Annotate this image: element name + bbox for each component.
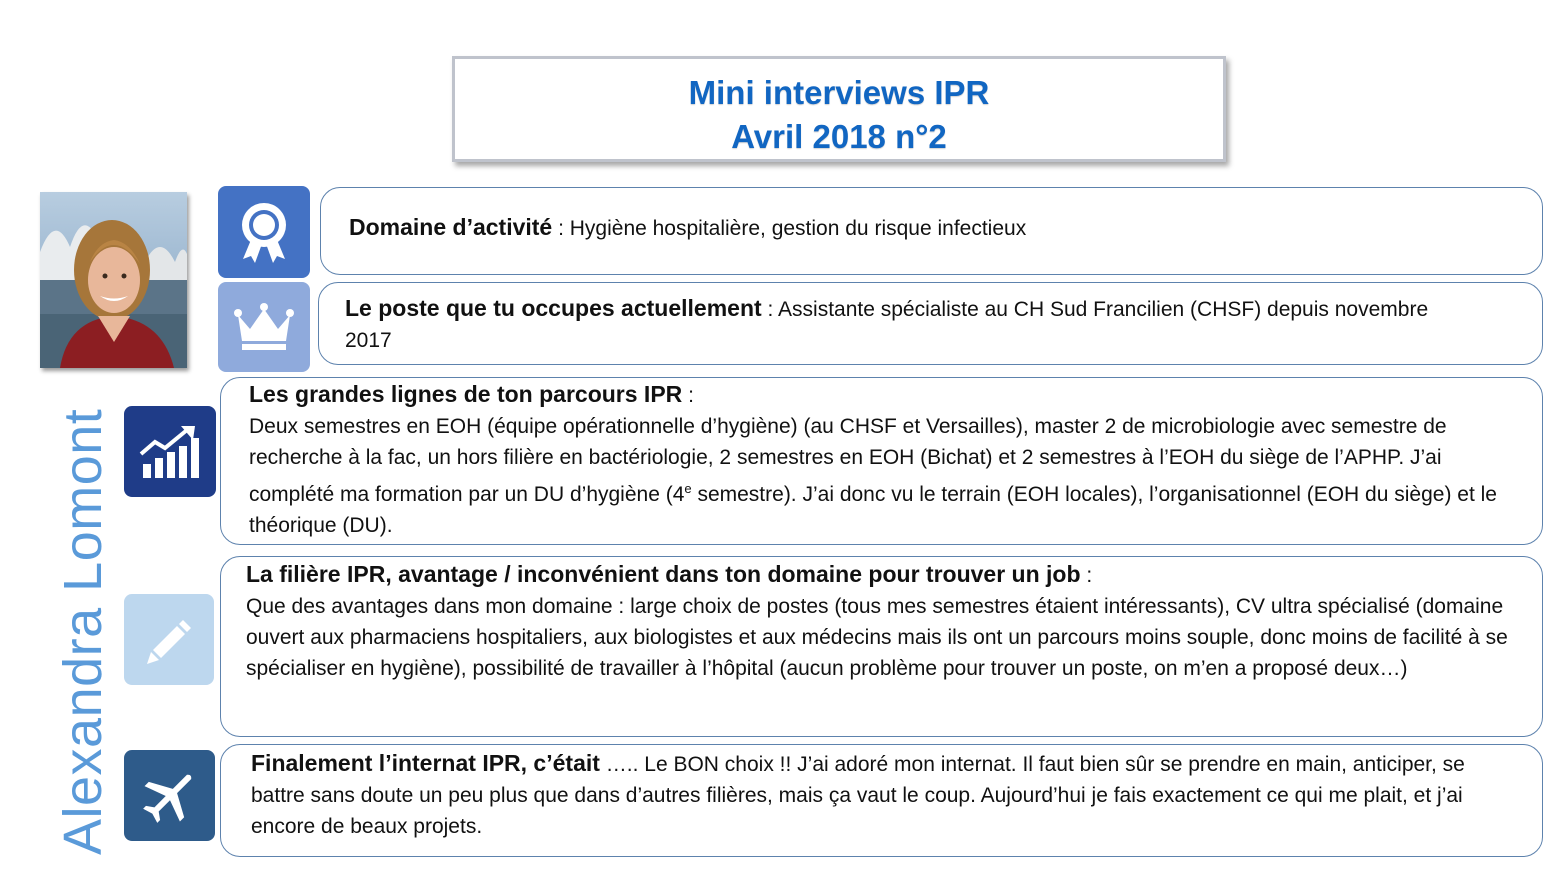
field-sep: :	[1080, 564, 1093, 587]
career-text-a: Deux semestres en EOH (équipe opérationnelle d’hygiène) (au CHSF et Versailles), master 2 de microbiologie avec semestre de recherche à la fac, un hors filière en bactériologie, 2 semestres en EOH (Bichat) et 2 semestres à l’EOH du siège de l’APHP. J’ai complété ma formation par un DU d’hygiène (4	[249, 415, 1447, 506]
domain-text: Hygiène hospitalière, gestion du risque infectieux	[569, 217, 1027, 240]
pencil-icon	[143, 614, 195, 666]
career-sup: e	[684, 481, 692, 496]
growth-chart-icon	[137, 424, 203, 480]
profile-photo	[40, 192, 187, 368]
domain-sep: :	[552, 217, 570, 240]
card-conclusion	[220, 744, 1543, 857]
award-ribbon-icon	[233, 199, 295, 265]
title-box	[452, 56, 1226, 162]
field-label: La filière IPR, avantage / inconvénient dans ton domaine pour trouver un job	[246, 561, 1081, 587]
interviewee-name: Alexandra Lomont	[53, 408, 113, 855]
conclusion-label: Finalement l’internat IPR, c’était	[251, 750, 600, 776]
crown-icon	[232, 301, 296, 353]
career-sep: :	[682, 384, 694, 407]
field-text: Que des avantages dans mon domaine : large choix de postes (tous mes semestres étaient intéressants), CV ultra spécialisé (domaine ouvert aux pharmaciens hospitaliers, aux biologistes et aux médecins mais ils ont un parcours moins souple, donc moins de facilité à se spécialiser en hygiène), possibilité de travailler à l’hôpital (aucun problème pour trouver un poste, on m’en a proposé deux…)	[246, 595, 1508, 680]
domain-label: Domaine d’activité	[349, 214, 553, 240]
card-career	[220, 377, 1543, 545]
conclusion-text: Le BON choix !! J’ai adoré mon internat. Il faut bien sûr se prendre en main, anticiper, se battre sans doute un peu plus que dans d’autres filières, mais ça vaut le coup. Aujourd’hui je fais exactement ce qui me plait, et j’ai encore de beaux projets.	[251, 753, 1465, 838]
card-position	[318, 282, 1543, 365]
tile-pencil	[124, 594, 214, 685]
card-domain	[320, 187, 1543, 275]
title-line-1: Mini interviews IPR	[688, 74, 990, 111]
tile-airplane	[124, 750, 215, 841]
position-text: Assistante spécialiste au CH Sud Francilien (CHSF) depuis novembre 2017	[345, 298, 1429, 352]
portrait-image	[40, 192, 187, 368]
airplane-icon	[139, 765, 201, 827]
position-label: Le poste que tu occupes actuellement	[345, 295, 762, 321]
tile-award	[218, 186, 310, 278]
tile-growth-chart	[124, 406, 216, 497]
career-label: Les grandes lignes de ton parcours IPR	[249, 381, 683, 407]
card-field	[220, 556, 1543, 737]
conclusion-sep: …..	[599, 753, 645, 776]
tile-crown	[218, 282, 310, 372]
position-sep: :	[761, 298, 779, 321]
career-text-b: semestre). J’ai donc vu le terrain (EOH locales), l’organisationnel (EOH du siège) et le théorique (DU).	[249, 483, 1497, 537]
title-line-2: Avril 2018 n°2	[731, 118, 947, 155]
